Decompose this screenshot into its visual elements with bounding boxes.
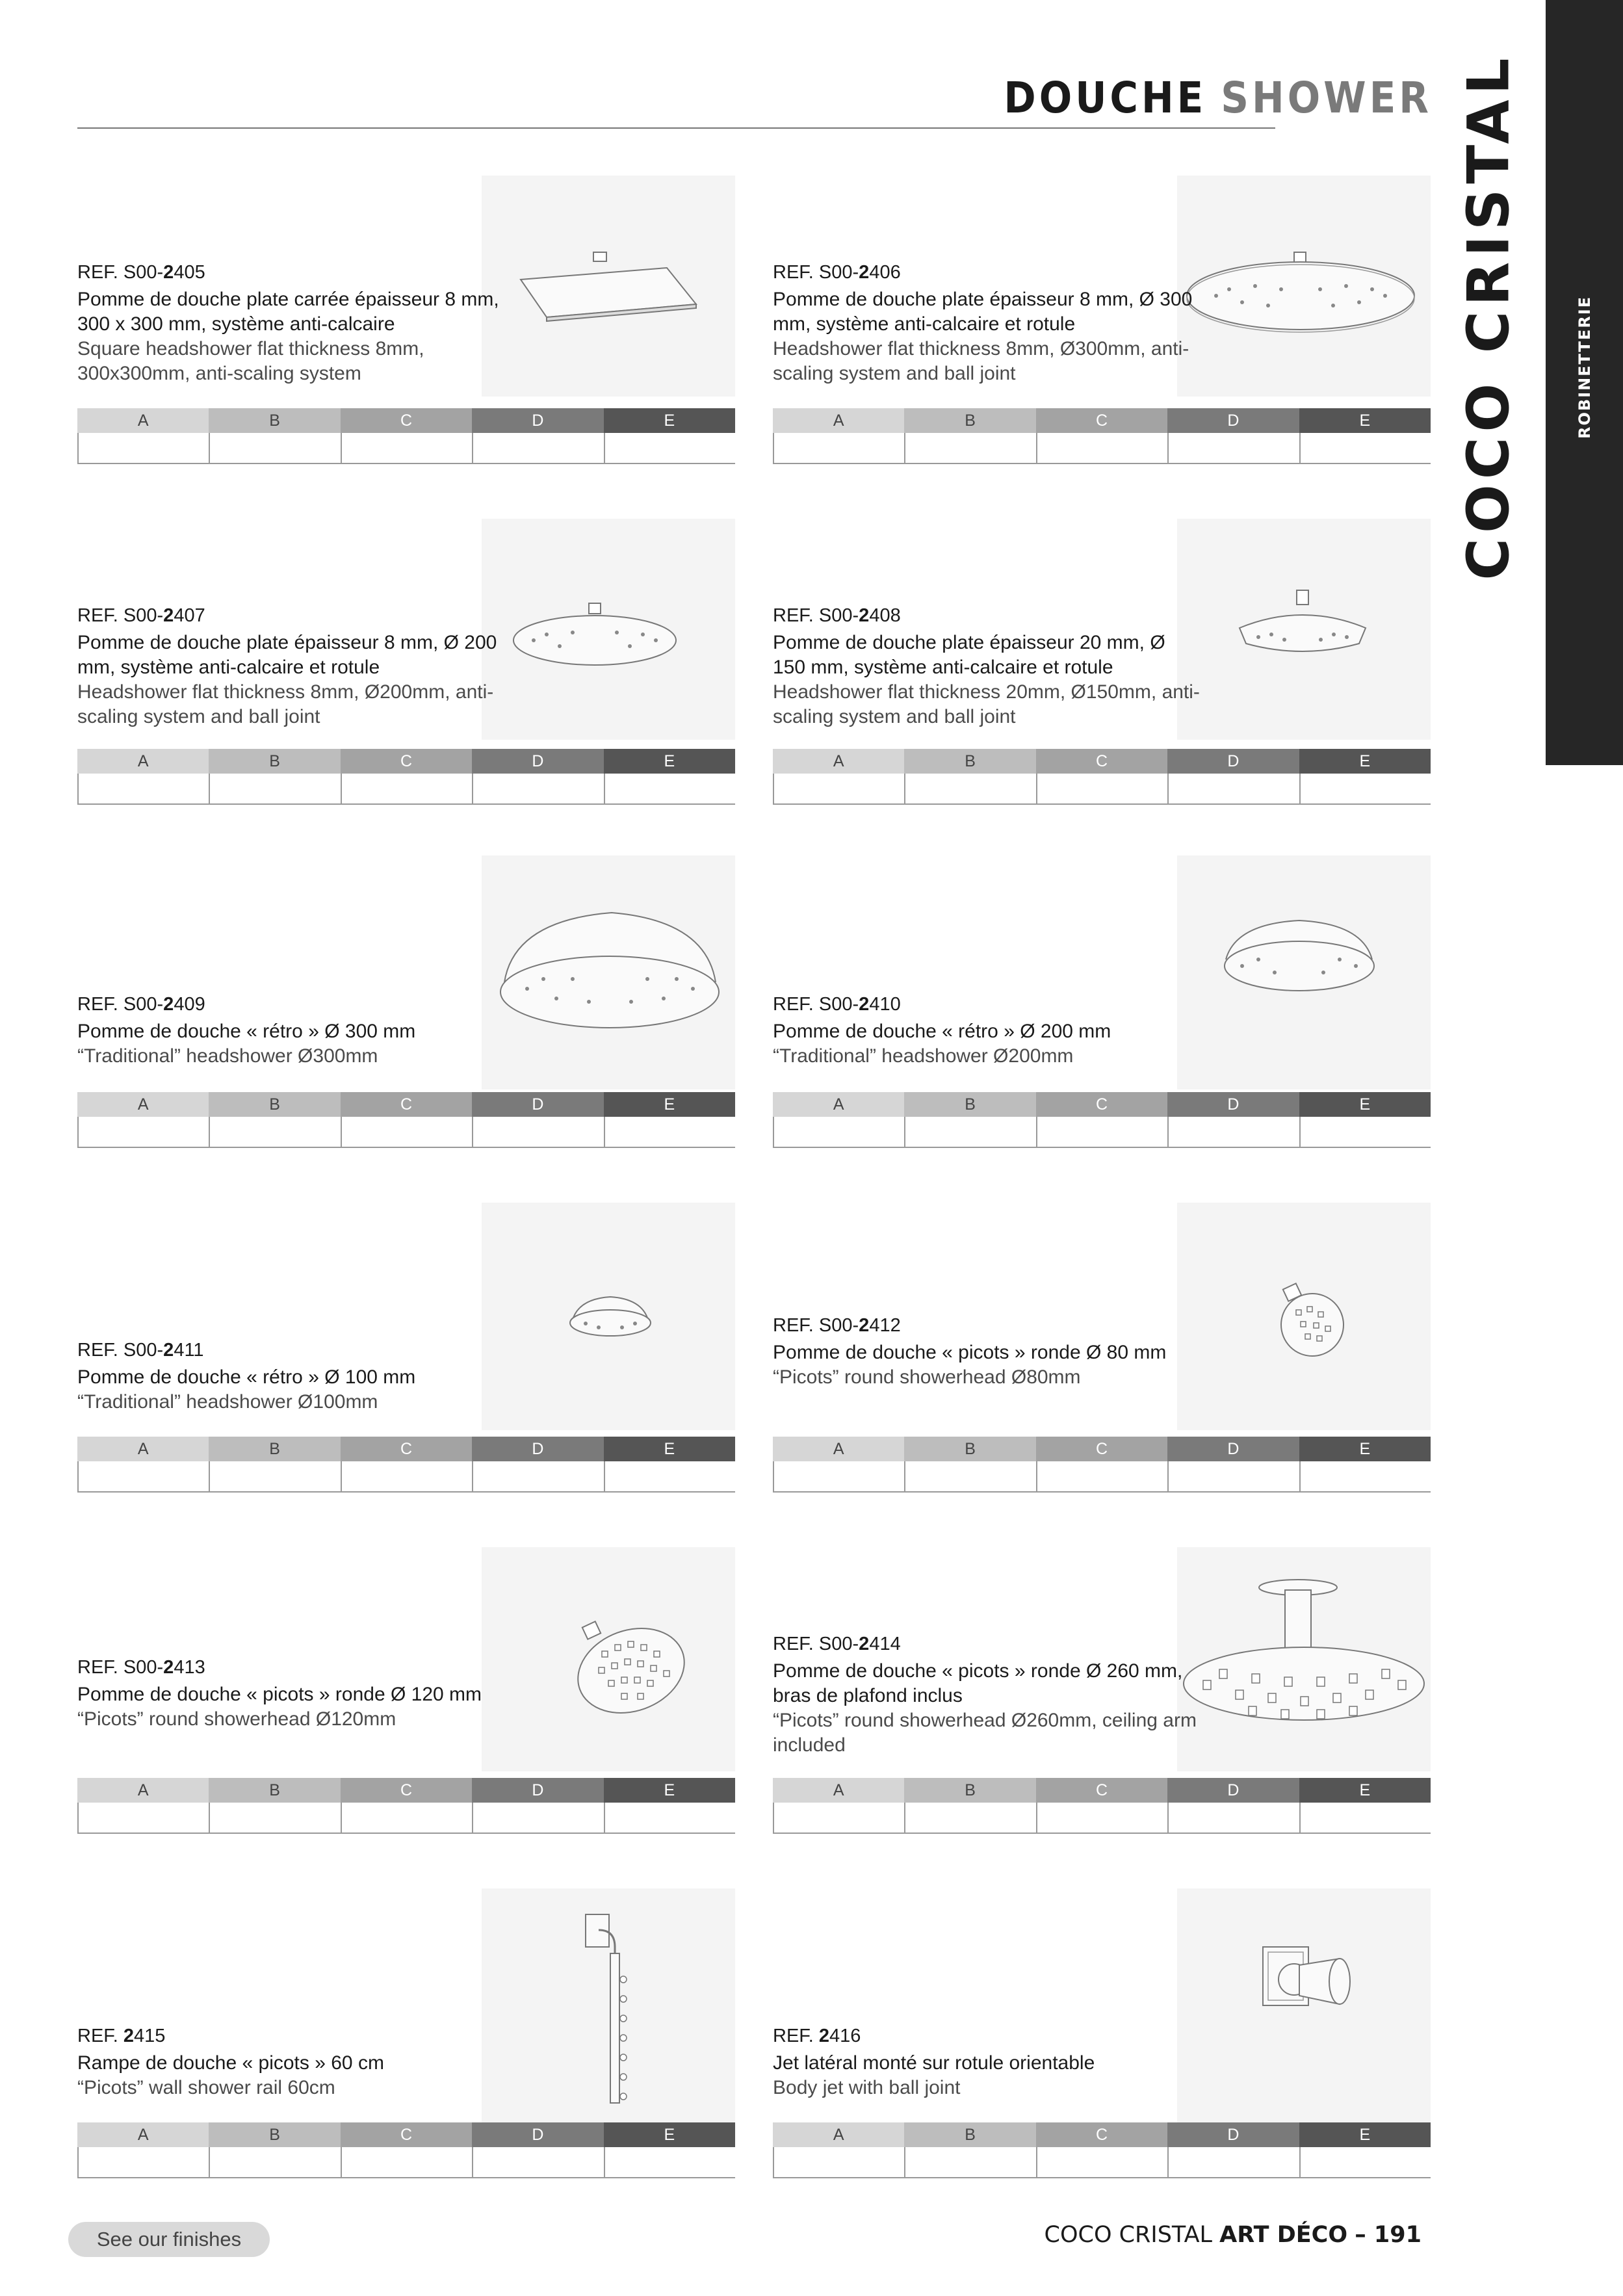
product-ref: REF. S00-2413 — [77, 1657, 205, 1678]
ceiling-showerhead-icon — [1177, 1547, 1431, 1771]
finish-c: C — [341, 2122, 472, 2147]
heading-english: SHOWER — [1221, 73, 1432, 123]
finish-d: D — [472, 1437, 603, 1461]
finish-table — [773, 408, 1431, 464]
finish-d: D — [472, 749, 603, 774]
finish-b: B — [904, 1778, 1035, 1803]
product-ref: REF. S00-2410 — [773, 994, 901, 1015]
product-text — [773, 1313, 1202, 1390]
retro-headshower-icon — [1177, 855, 1431, 1089]
product-desc-fr: Pomme de douche « rétro » Ø 200 mm — [773, 1021, 1111, 1042]
product-card — [77, 1203, 735, 1495]
finish-b: B — [209, 1437, 340, 1461]
product-text — [77, 1655, 506, 1732]
page-footer — [1045, 2222, 1422, 2248]
product-image — [1177, 1203, 1431, 1430]
page-heading — [1004, 73, 1432, 123]
finish-e: E — [604, 1437, 735, 1461]
page-number: – 191 — [1355, 2222, 1422, 2248]
product-text — [773, 1632, 1202, 1758]
finish-c: C — [1036, 1778, 1167, 1803]
finish-c: C — [341, 1437, 472, 1461]
finish-b: B — [904, 1092, 1035, 1117]
product-image — [1177, 1888, 1431, 2126]
body-jet-icon — [1177, 1888, 1431, 2126]
finish-a: A — [773, 1092, 904, 1117]
finish-e: E — [604, 408, 735, 433]
finish-d: D — [1167, 1092, 1299, 1117]
finish-a: A — [77, 2122, 209, 2147]
product-desc-en: Square headshower flat thickness 8mm, 300x300mm, anti-scaling system — [77, 338, 424, 384]
product-image — [1177, 1547, 1431, 1771]
product-ref: REF. S00-2407 — [77, 605, 205, 626]
product-card — [77, 176, 735, 468]
finish-c: C — [341, 1778, 472, 1803]
finish-e: E — [604, 1092, 735, 1117]
finish-a: A — [773, 408, 904, 433]
product-card — [773, 1888, 1431, 2187]
finish-e: E — [604, 749, 735, 774]
finish-e: E — [604, 2122, 735, 2147]
product-ref: REF. S00-2405 — [77, 262, 205, 283]
product-ref: REF. S00-2414 — [773, 1634, 901, 1654]
product-image — [482, 176, 735, 397]
finish-b: B — [904, 749, 1035, 774]
product-image — [482, 1547, 735, 1771]
finish-c: C — [1036, 749, 1167, 774]
product-card — [773, 519, 1431, 811]
finish-b: B — [209, 408, 340, 433]
finish-table — [773, 1778, 1431, 1834]
product-ref: REF. S00-2409 — [77, 994, 205, 1015]
product-ref: REF. S00-2408 — [773, 605, 901, 626]
product-text — [773, 603, 1202, 729]
finish-b: B — [904, 1437, 1035, 1461]
finish-table — [77, 1778, 735, 1834]
finish-e: E — [1299, 1437, 1431, 1461]
finish-a: A — [77, 1092, 209, 1117]
finish-e: E — [604, 1778, 735, 1803]
product-desc-fr: Pomme de douche « picots » ronde Ø 80 mm — [773, 1342, 1167, 1363]
product-image — [482, 1888, 735, 2126]
product-desc-fr: Pomme de douche plate carrée épaisseur 8 mm, 300 x 300 mm, système anti-calcaire — [77, 289, 499, 335]
product-text — [77, 1338, 506, 1415]
finish-c: C — [341, 749, 472, 774]
finish-c: C — [1036, 1437, 1167, 1461]
round-headshower-icon — [1177, 176, 1431, 397]
product-desc-en: “Picots” wall shower rail 60cm — [77, 2077, 335, 2098]
shower-rail-icon — [482, 1888, 735, 2126]
finish-table — [773, 1092, 1431, 1148]
picots-showerhead-icon — [1177, 1203, 1431, 1430]
finish-a: A — [77, 749, 209, 774]
product-text — [77, 2024, 506, 2100]
finish-a: A — [77, 1437, 209, 1461]
finish-d: D — [472, 1778, 603, 1803]
finish-d: D — [472, 2122, 603, 2147]
finish-a: A — [773, 2122, 904, 2147]
finish-a: A — [773, 749, 904, 774]
product-card — [773, 176, 1431, 468]
product-card — [77, 519, 735, 811]
product-desc-fr: Rampe de douche « picots » 60 cm — [77, 2052, 384, 2074]
product-card — [77, 855, 735, 1155]
finish-b: B — [904, 2122, 1035, 2147]
finish-c: C — [1036, 2122, 1167, 2147]
finish-table — [77, 1437, 735, 1493]
product-card — [773, 1203, 1431, 1495]
finish-d: D — [1167, 749, 1299, 774]
product-desc-en: “Picots” round showerhead Ø80mm — [773, 1366, 1081, 1388]
header-rule — [77, 127, 1275, 129]
product-desc-en: Headshower flat thickness 8mm, Ø200mm, anti-scaling system and ball joint — [77, 681, 494, 727]
finish-table — [77, 1092, 735, 1148]
product-image — [1177, 176, 1431, 397]
finish-c: C — [341, 1092, 472, 1117]
product-card — [77, 1888, 735, 2187]
product-ref: REF. 2415 — [77, 2026, 166, 2046]
product-text — [773, 992, 1202, 1069]
heading-french: DOUCHE — [1004, 73, 1207, 123]
product-desc-en: Body jet with ball joint — [773, 2077, 961, 2098]
product-image — [482, 519, 735, 740]
product-text — [773, 2024, 1202, 2100]
finish-c: C — [1036, 408, 1167, 433]
product-desc-en: “Picots” round showerhead Ø120mm — [77, 1708, 396, 1730]
finish-table — [77, 2122, 735, 2178]
product-text — [77, 260, 506, 386]
product-text — [77, 603, 506, 729]
product-text — [77, 992, 506, 1069]
footer-collection: COCO CRISTAL — [1044, 2222, 1213, 2248]
product-desc-en: “Traditional” headshower Ø100mm — [77, 1391, 378, 1413]
square-headshower-icon — [482, 176, 735, 397]
product-desc-fr: Pomme de douche « picots » ronde Ø 120 mm — [77, 1684, 482, 1705]
picots-showerhead-icon — [482, 1547, 735, 1771]
finish-d: D — [472, 1092, 603, 1117]
product-card — [773, 855, 1431, 1155]
collection-title: COCO CRISTAL — [1455, 53, 1522, 581]
product-ref: REF. S00-2412 — [773, 1315, 901, 1336]
product-desc-en: “Traditional” headshower Ø300mm — [77, 1045, 378, 1067]
finish-e: E — [1299, 1092, 1431, 1117]
finish-table — [773, 1437, 1431, 1493]
product-card — [77, 1547, 735, 1840]
product-image — [482, 1203, 735, 1430]
product-ref: REF. 2416 — [773, 2026, 861, 2046]
product-text — [773, 260, 1202, 386]
finish-e: E — [1299, 749, 1431, 774]
product-ref: REF. S00-2406 — [773, 262, 901, 283]
finish-b: B — [904, 408, 1035, 433]
finish-b: B — [209, 1778, 340, 1803]
finish-a: A — [773, 1778, 904, 1803]
product-image — [482, 855, 735, 1089]
finish-d: D — [1167, 1437, 1299, 1461]
finish-a: A — [77, 408, 209, 433]
product-desc-fr: Pomme de douche plate épaisseur 8 mm, Ø 200 mm, système anti-calcaire et rotule — [77, 632, 497, 678]
retro-headshower-icon — [482, 855, 735, 1089]
product-image — [1177, 855, 1431, 1089]
finish-d: D — [1167, 2122, 1299, 2147]
finish-d: D — [472, 408, 603, 433]
product-desc-en: Headshower flat thickness 8mm, Ø300mm, anti-scaling system and ball joint — [773, 338, 1189, 384]
finish-e: E — [1299, 1778, 1431, 1803]
footer-range: ART DÉCO — [1219, 2222, 1348, 2248]
finish-c: C — [1036, 1092, 1167, 1117]
product-desc-fr: Pomme de douche « picots » ronde Ø 260 mm, bras de plafond inclus — [773, 1660, 1183, 1706]
finish-table — [77, 749, 735, 805]
finish-e: E — [1299, 408, 1431, 433]
finish-table — [773, 749, 1431, 805]
round-headshower-icon — [1177, 519, 1431, 740]
product-desc-fr: Pomme de douche plate épaisseur 20 mm, Ø 150 mm, système anti-calcaire et rotule — [773, 632, 1165, 678]
finish-table — [773, 2122, 1431, 2178]
finish-b: B — [209, 1092, 340, 1117]
sidebar-section-label: ROBINETTERIE — [1576, 295, 1594, 439]
round-headshower-icon — [482, 519, 735, 740]
product-desc-fr: Jet latéral monté sur rotule orientable — [773, 2052, 1095, 2074]
finish-b: B — [209, 2122, 340, 2147]
product-image — [1177, 519, 1431, 740]
finish-table — [77, 408, 735, 464]
finish-b: B — [209, 749, 340, 774]
product-card — [773, 1547, 1431, 1840]
product-desc-fr: Pomme de douche « rétro » Ø 300 mm — [77, 1021, 416, 1042]
product-desc-en: “Traditional” headshower Ø200mm — [773, 1045, 1074, 1067]
product-desc-fr: Pomme de douche « rétro » Ø 100 mm — [77, 1366, 416, 1388]
retro-headshower-icon — [482, 1203, 735, 1430]
product-ref: REF. S00-2411 — [77, 1340, 204, 1361]
finish-a: A — [77, 1778, 209, 1803]
product-desc-en: Headshower flat thickness 20mm, Ø150mm, anti-scaling system and ball joint — [773, 681, 1200, 727]
finish-d: D — [1167, 1778, 1299, 1803]
product-desc-fr: Pomme de douche plate épaisseur 8 mm, Ø 300 mm, système anti-calcaire et rotule — [773, 289, 1193, 335]
finish-c: C — [341, 408, 472, 433]
finish-e: E — [1299, 2122, 1431, 2147]
see-finishes-button[interactable]: See our finishes — [68, 2222, 270, 2257]
finish-d: D — [1167, 408, 1299, 433]
finish-a: A — [773, 1437, 904, 1461]
product-desc-en: “Picots” round showerhead Ø260mm, ceiling arm included — [773, 1710, 1197, 1756]
